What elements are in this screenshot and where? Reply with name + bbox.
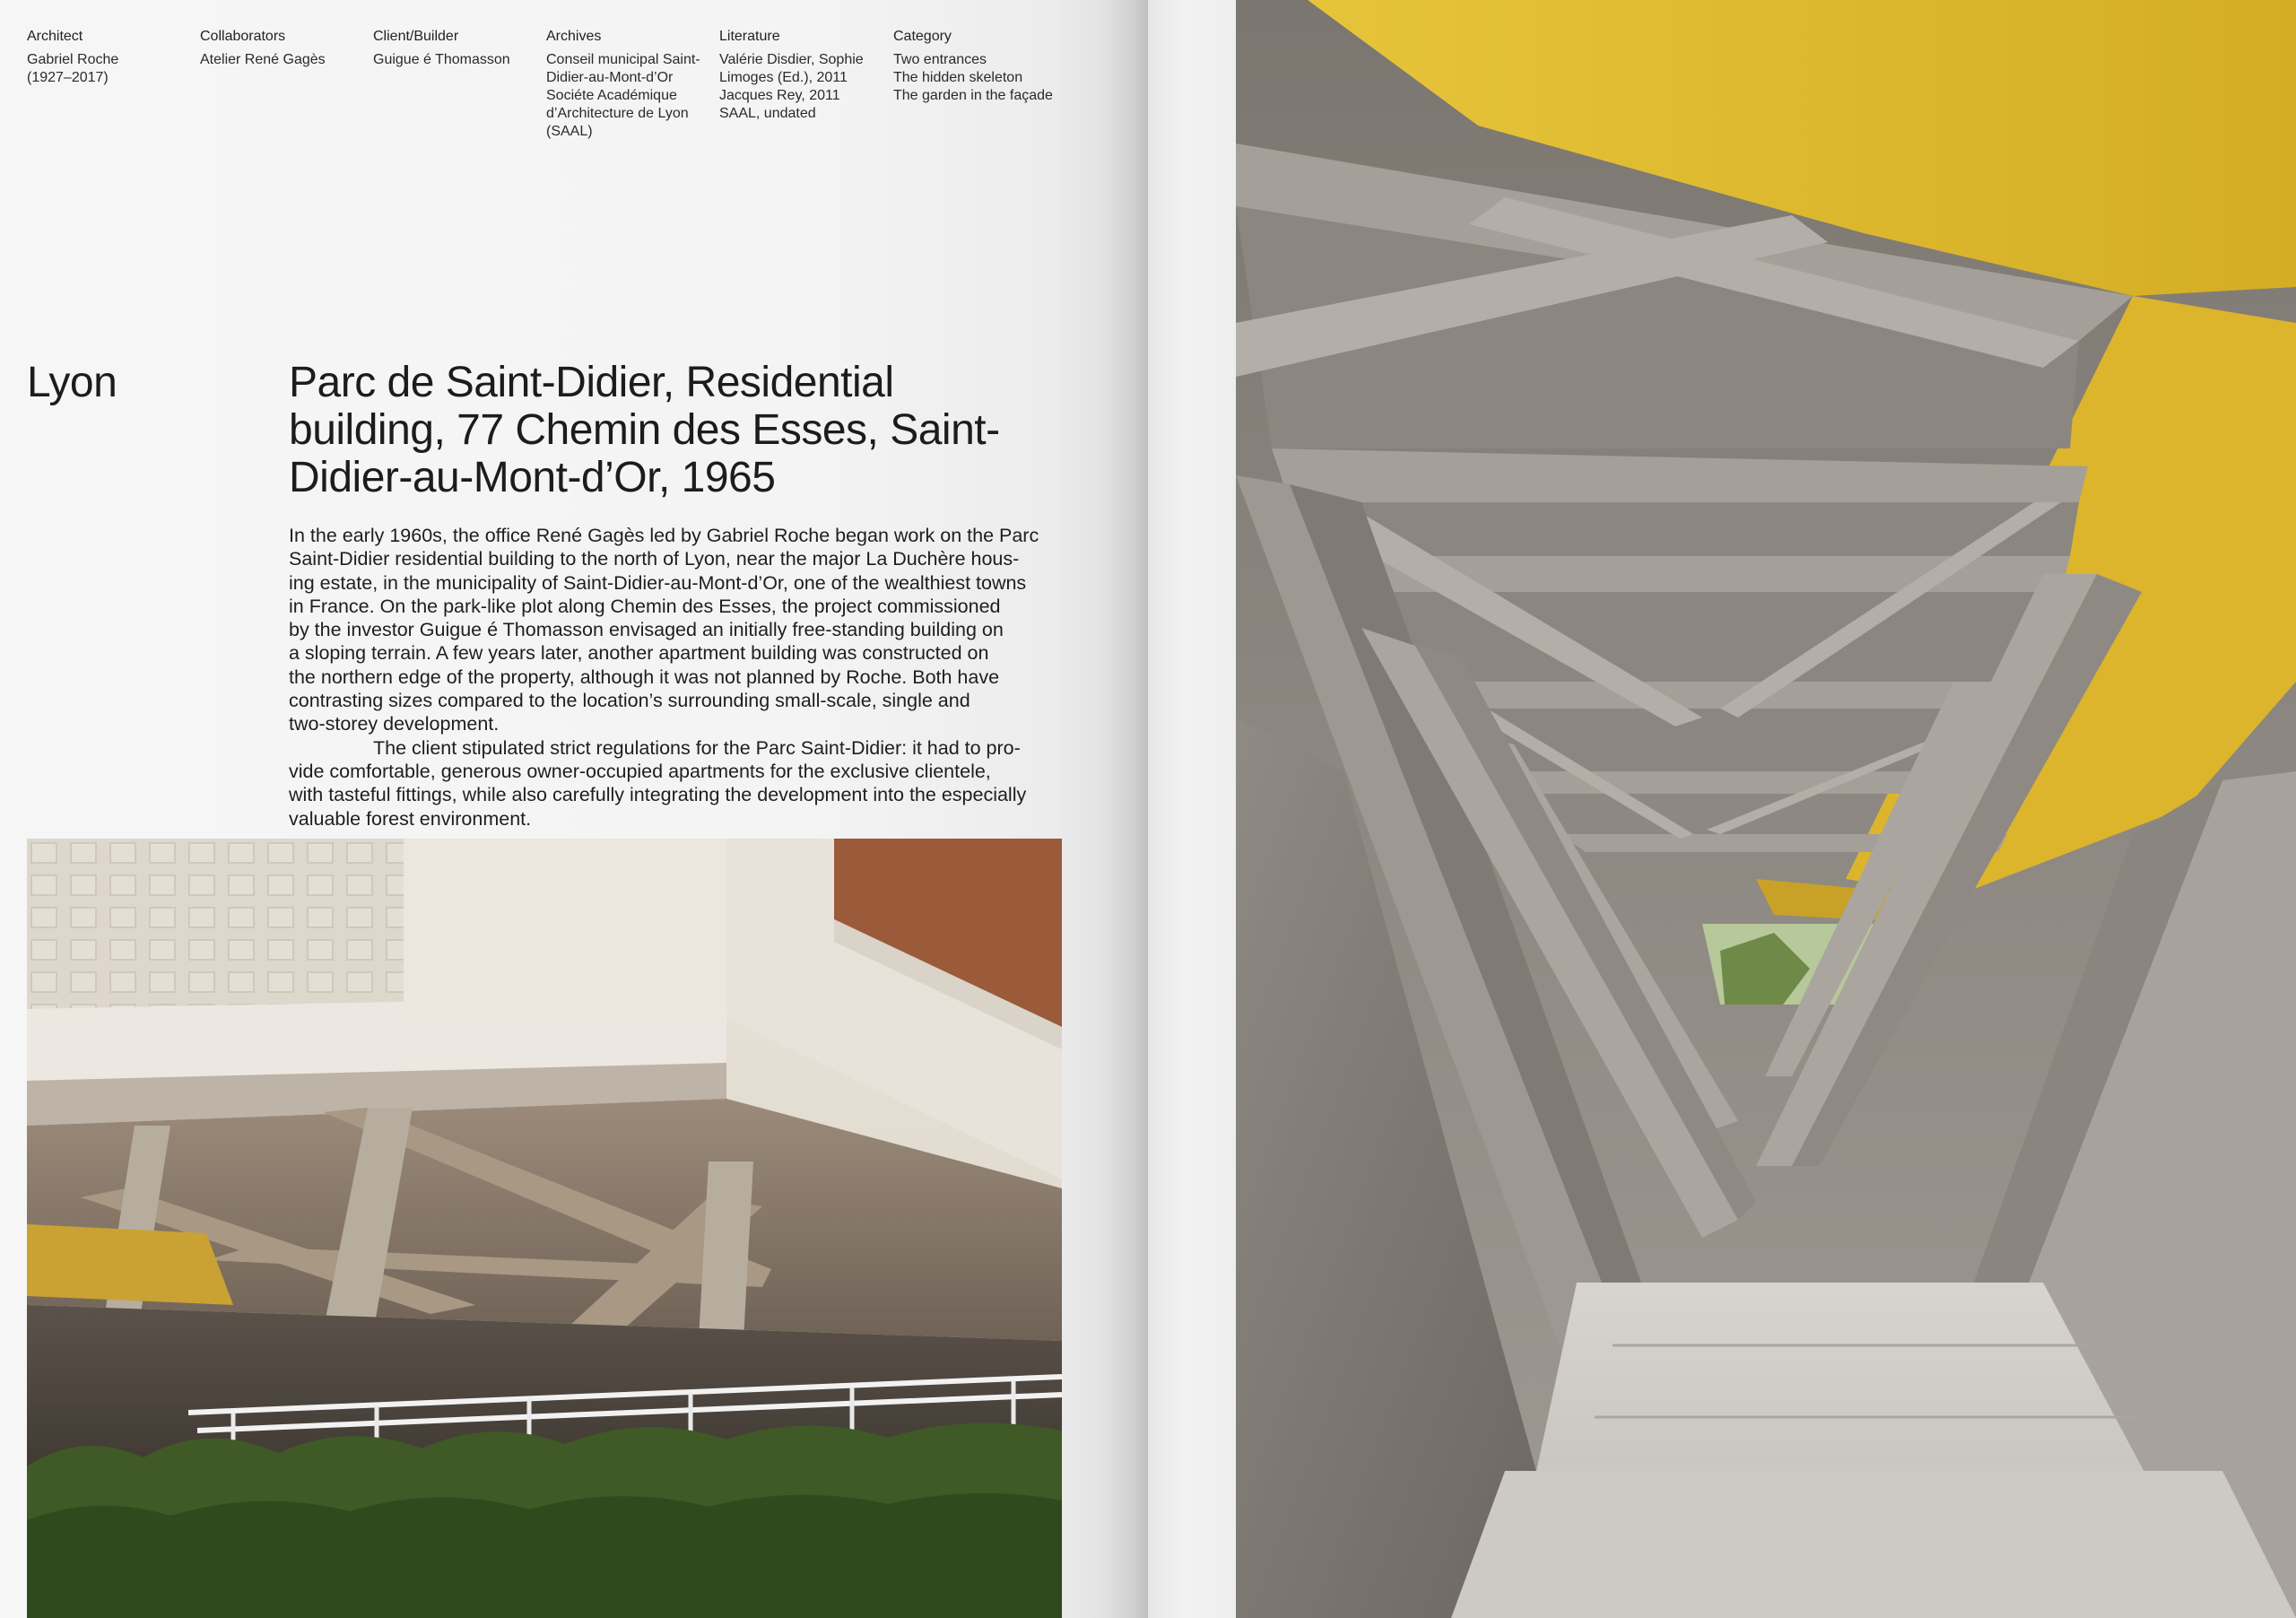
meta-value: SAAL, undated: [719, 106, 816, 121]
meta-value: Limoges (Ed.), 2011: [719, 70, 848, 85]
meta-heading: Architect: [27, 29, 83, 44]
body-line: the northern edge of the property, although it was not planned by Roche. Both have: [289, 665, 1000, 688]
meta-column-literature: [719, 28, 890, 123]
meta-column-archives: [546, 28, 717, 141]
meta-value: The hidden skeleton: [893, 70, 1023, 85]
body-line: ing estate, in the municipality of Saint-Didier-au-Mont-d’Or, one of the wealthiest towns: [289, 571, 1027, 594]
city-heading: Lyon: [27, 359, 117, 406]
meta-heading: Client/Builder: [373, 29, 459, 44]
meta-column-architect: [27, 28, 197, 87]
meta-heading: Category: [893, 29, 952, 44]
meta-value: The garden in the façade: [893, 88, 1053, 103]
body-text: [289, 524, 1078, 831]
page-gap: [1148, 0, 1236, 1618]
title-line: building, 77 Chemin des Esses, Saint-: [289, 406, 1000, 454]
body-line: vide comfortable, generous owner-occupied apartments for the exclusive clientele,: [289, 760, 991, 782]
facade-photo: [27, 839, 1062, 1618]
meta-column-category: [893, 28, 1064, 105]
body-line: with tasteful fittings, while also carefully integrating the development into the especially: [289, 784, 1027, 806]
meta-value: Conseil municipal Saint-: [546, 52, 700, 67]
meta-column-client: [373, 28, 544, 69]
body-line: Saint-Didier residential building to the north of Lyon, near the major La Duchère hous-: [289, 548, 1020, 570]
page-title: [289, 359, 1096, 501]
body-line: valuable forest environment.: [289, 807, 532, 830]
meta-heading: Archives: [546, 29, 602, 44]
title-line: Didier-au-Mont-d’Or, 1965: [289, 454, 776, 501]
meta-value: Guigue é Thomasson: [373, 52, 510, 67]
meta-column-collaborators: [200, 28, 370, 69]
body-line: a sloping terrain. A few years later, another apartment building was constructed on: [289, 642, 989, 665]
meta-value: (SAAL): [546, 124, 593, 139]
body-line: two-storey development.: [289, 713, 500, 735]
meta-value: Atelier René Gagès: [200, 52, 326, 67]
meta-value: d’Architecture de Lyon: [546, 106, 689, 121]
body-line: in France. On the park-like plot along Chemin des Esses, the project commissioned: [289, 595, 1001, 617]
body-line: by the investor Guigue é Thomasson envisaged an initially free-standing building on: [289, 619, 1004, 641]
body-line: contrasting sizes compared to the location’s surrounding small-scale, single and: [289, 690, 970, 712]
body-line: The client stipulated strict regulations for the Parc Saint-Didier: it had to pro-: [373, 736, 1021, 759]
gutter-shadow: [1103, 0, 1148, 1618]
title-line: Parc de Saint-Didier, Residential: [289, 359, 894, 406]
body-line: In the early 1960s, the office René Gagès led by Gabriel Roche began work on the Parc: [289, 525, 1039, 546]
meta-value: Two entrances: [893, 52, 987, 67]
meta-value: (1927–2017): [27, 70, 109, 85]
concrete-skeleton-photo: [1236, 0, 2296, 1618]
meta-value: Jacques Rey, 2011: [719, 88, 840, 103]
meta-value: Gabriel Roche: [27, 52, 119, 67]
meta-heading: Literature: [719, 29, 780, 44]
meta-value: Valérie Disdier, Sophie: [719, 52, 864, 67]
meta-heading: Collaborators: [200, 29, 286, 44]
meta-value: Sociéte Académique: [546, 88, 677, 103]
meta-value: Didier-au-Mont-d’Or: [546, 70, 674, 85]
